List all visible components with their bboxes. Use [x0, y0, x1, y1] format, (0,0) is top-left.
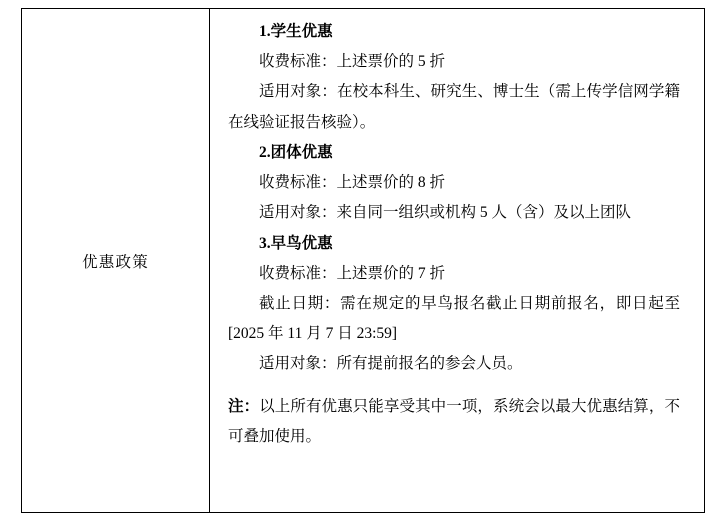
pricing-policy-table — [21, 8, 705, 513]
section-group-discount — [228, 138, 680, 229]
section-spacer — [228, 380, 680, 392]
section-line: 收费标准：上述票价的 8 折 — [259, 174, 446, 192]
section-heading: 1.学生优惠 — [259, 23, 333, 40]
table-row-content-cell — [210, 9, 704, 512]
section-early-bird-discount — [228, 229, 680, 380]
section-line: 适用对象：在校本科生、研究生、博士生（需上传学信网学籍在线验证报告核验）。 — [228, 83, 680, 131]
note-label: 注： — [228, 397, 260, 415]
section-line: 截止日期：需在规定的早鸟报名截止日期前报名，即日起至[2025 年 11 月 7 日 23:59] — [228, 294, 680, 343]
section-line: 收费标准：上述票价的 5 折 — [259, 53, 446, 71]
table-row-label-cell — [22, 9, 210, 512]
section-line: 适用对象：来自同一组织或机构 5 人（含）及以上团队 — [259, 204, 632, 222]
section-heading: 2.团体优惠 — [259, 143, 333, 161]
section-heading: 3.早鸟优惠 — [259, 234, 333, 252]
section-line: 适用对象：所有提前报名的参会人员。 — [259, 355, 523, 373]
section-student-discount — [228, 17, 680, 138]
note-text: 以上所有优惠只能享受其中一项，系统会以最大优惠结算，不可叠加使用。 — [228, 397, 680, 445]
section-line: 收费标准：上述票价的 7 折 — [259, 264, 446, 282]
row-label-text: 优惠政策 — [82, 253, 149, 271]
policy-note — [228, 392, 680, 452]
